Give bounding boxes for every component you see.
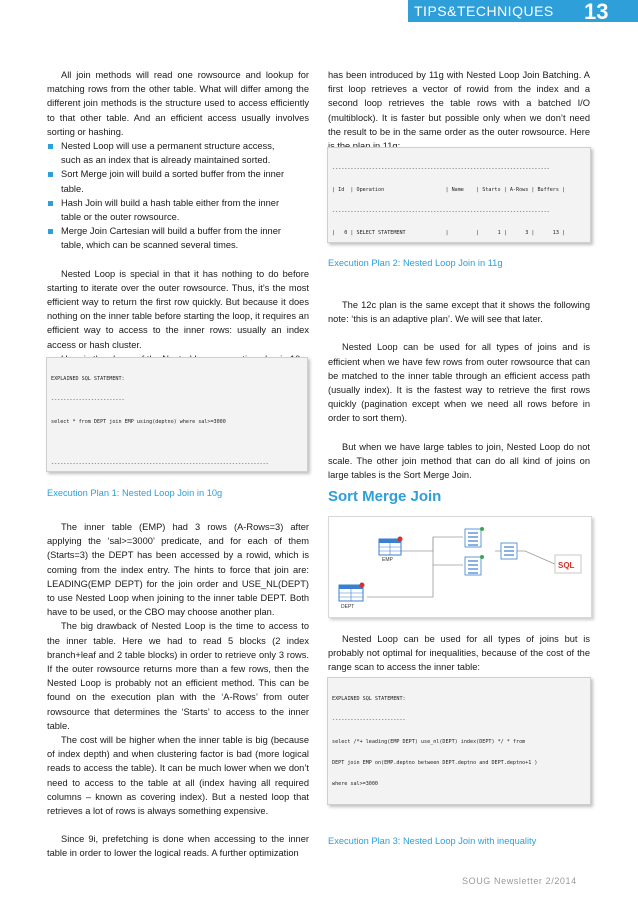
code-line: select /*+ leading(EMP DEPT) use_nl(DEPT) index(DEPT) */ * from xyxy=(332,738,526,745)
list-item: Nested Loop will use a permanent structure access, such as an index that is already maintained sorted. xyxy=(47,139,309,167)
12c-paragraph: The 12c plan is the same except that it shows the following note: ‘this is an adaptive plan’. We will see that later. xyxy=(328,300,590,325)
code-line: where sal>=3000 xyxy=(332,781,379,788)
page-number: 13 xyxy=(584,0,609,24)
code-line: EXPLAINED SQL STATEMENT: xyxy=(51,376,125,383)
plan-2-caption: Execution Plan 2: Nested Loop Join in 11g xyxy=(328,258,503,268)
sql-icon xyxy=(555,555,581,573)
inequality-paragraph: Nested Loop can be used for all types of joins but is probably not optimal for inequalities, because of the cost of the range scan to access the inner table: xyxy=(328,634,590,673)
code-line xyxy=(332,803,586,805)
right-column-middle xyxy=(328,298,590,482)
emp-table-icon xyxy=(379,537,403,564)
batching-paragraph: has been introduced by 11g with Nested Loop Join Batching. A first loop retrieves a vector of rowid from the index and a second loop retrieves the table rows with a batched I/O (multiblock). It is faster but possible only when we don’t need the result to be in the same order as the outer rowsource. Here xyxy=(328,70,590,137)
list-item: Hash Join will build a hash table either from the inner table or the outer rowsource. xyxy=(47,196,309,224)
list-item: Sort Merge join will build a sorted buffer from the inner table. xyxy=(47,167,309,195)
diagram-svg xyxy=(329,517,593,619)
code-line: | Id | Operation | Name | Starts | A-Rows | Buffers | xyxy=(332,187,566,194)
sort-merge-diagram xyxy=(328,516,592,618)
scaling-paragraph: But when we have large tables to join, Nested Loop do not scale. The other join method that can do all kind of joins on large tables is the Sort Merge Join. xyxy=(328,441,590,481)
newsletter-footer: SOUG Newsletter 2/2014 xyxy=(462,876,577,886)
section-title: Sort Merge Join xyxy=(328,488,442,505)
prefetching-paragraph: Since 9i, prefetching is done when accessing to the inner table in order to lower the logical reads. A further optimization xyxy=(47,834,309,859)
sort-buffer-1-icon xyxy=(465,527,484,547)
code-line: | 0 | SELECT STATEMENT | | 1 | 3 | 13 | xyxy=(332,230,566,237)
code-line: DEPT join EMP on(EMP.deptno between DEPT.deptno and DEPT.deptno+1 ) xyxy=(332,760,538,767)
right-column-lower xyxy=(328,632,590,675)
dept-label: DEPT xyxy=(341,604,355,610)
drawback-paragraph: The big drawback of Nested Loop is the time to access to the inner table. Here we had to read 5 blocks (2 index branch+leaf and 2 table blocks) in order to retrieve only 3 rows. If the outer rowsource returns more than a few rows, then the Nested Loop is probably not an efficient method. This can be found on the execution plan with the ‘A-Rows’ from outer rowsource that determines the ‘Starts’ to access to the inner table. xyxy=(47,621,309,731)
sql-label: SQL xyxy=(558,561,575,570)
code-line: select * from DEPT join EMP using(deptno) where sal>=3000 xyxy=(51,418,226,425)
cost-paragraph: The cost will be higher when the inner table is big (because of index depth) and when clustering factor is bad (more logical reads to access the table). It can be much lower when we don’t need to access to the table at all (index having all required columns – known as covering index). But a nested loop that retrieves a lot of rows is always something expensive. xyxy=(47,735,309,817)
connector-dept xyxy=(367,565,463,597)
plan-1-caption: Execution Plan 1: Nested Loop Join in 10g xyxy=(47,488,223,498)
code-line: ----------------------------------------------------------------------- xyxy=(51,461,269,468)
join-methods-list xyxy=(47,139,309,253)
merge-join-icon xyxy=(501,543,517,559)
emp-label: EMP xyxy=(382,557,393,563)
execution-plan-2 xyxy=(327,147,591,243)
code-line xyxy=(51,440,303,447)
sort-buffer-2-icon xyxy=(465,555,484,575)
right-column-top xyxy=(328,68,590,153)
code-line: ------------------------ xyxy=(51,397,125,404)
nested-loop-paragraph: Nested Loop is special in that it has nothing to do before starting to iterate over the outer rowsource. Thus, it’s the most efficient way to return the first row quickly. But because it does nothing on the inner table before starting the loop, it requires an efficient way to access to the inner rows: usually an index access or hash cluster. xyxy=(47,268,309,350)
dept-table-icon xyxy=(339,583,365,611)
connector-emp xyxy=(401,537,463,551)
intro-paragraph: All join methods will read one rowsource and lookup for matching rows from the other table. What will differ among the different join methods is the structure used to access efficiently to that other table. And an efficient access usually involves sorting or hashing. xyxy=(47,70,309,137)
code-line: ------------------------ xyxy=(332,717,406,724)
execution-plan-3 xyxy=(327,677,591,805)
code-line: EXPLAINED SQL STATEMENT: xyxy=(332,696,406,703)
execution-plan-1 xyxy=(46,357,308,472)
left-column-top xyxy=(47,68,309,366)
code-line: ----------------------------------------------------------------------- xyxy=(332,166,550,173)
left-column-bottom xyxy=(47,520,309,861)
plan-3-caption: Execution Plan 3: Nested Loop Join with inequality xyxy=(328,836,537,846)
code-line: ----------------------------------------------------------------------- xyxy=(332,208,550,215)
section-label: TIPS&TECHNIQUES xyxy=(414,3,554,19)
list-item: Merge Join Cartesian will build a buffer from the inner table, which can be scanned several times. xyxy=(47,224,309,252)
nested-loop-usage-paragraph: Nested Loop can be used for all types of joins and is efficient when we have few rows from outer rowsource that can be matched to the inner table through an efficient access path (usually index). It is the fastest way to retrieve the first rows quickly (pagination except when we need all rows before in order to sort them). xyxy=(328,342,590,424)
inner-table-paragraph: The inner table (EMP) had 3 rows (A-Rows=3) after applying the ‘sal>=3000’ predicate, and for each of them (Starts=3) the DEPT has been accessed by a rowid, which is coming from the index entry. The hints to force that join are: LEADING(EMP DEPT) for the join order and USE_NL(DEPT) to use Nested Loop when joining to the inner table DEPT. Both have to be used, or the CBO may choose another plan. xyxy=(47,522,309,618)
